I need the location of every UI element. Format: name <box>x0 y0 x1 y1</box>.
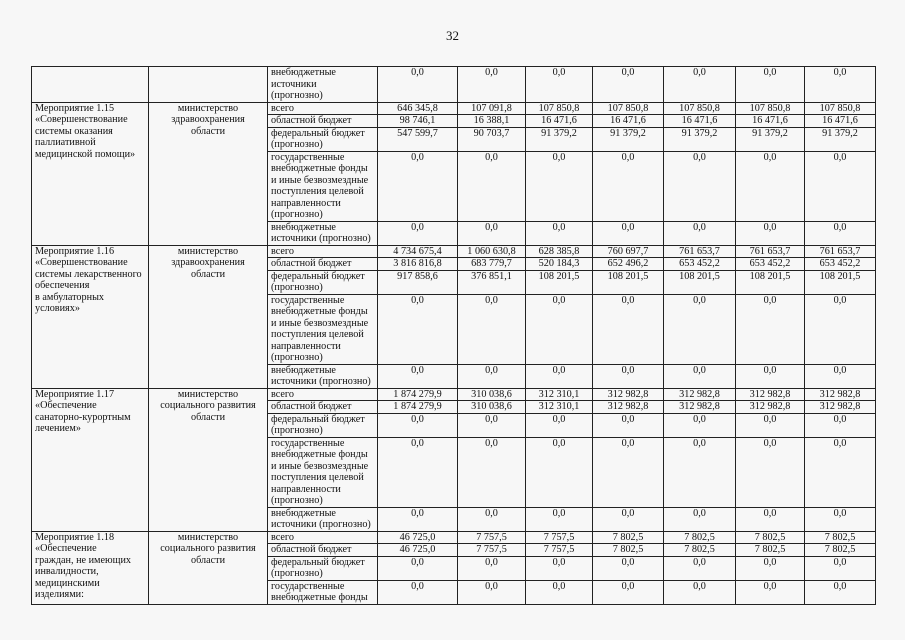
year-value-cell: 0,0 <box>736 364 805 388</box>
year-value-cell: 91 379,2 <box>526 127 593 151</box>
page-number: 32 <box>446 28 459 43</box>
table-row <box>32 102 876 115</box>
total-value-cell: 46 725,0 <box>378 544 458 557</box>
year-value-cell: 0,0 <box>805 221 876 245</box>
year-value-cell: 0,0 <box>593 413 664 437</box>
funding-source-cell: федеральный бюджет (прогнозно) <box>268 413 378 437</box>
funding-source-cell: всего <box>268 531 378 544</box>
year-value-cell: 108 201,5 <box>593 270 664 294</box>
funding-source-cell: государственные внебюджетные фонды и иные безвозмездные поступления целевой направленности (прогнозно) <box>268 437 378 507</box>
year-value-cell: 0,0 <box>526 556 593 580</box>
year-value-cell: 0,0 <box>526 151 593 221</box>
event-name-cell: Мероприятие 1.16 «Совершенствование системы лекарственного обеспечения в амбулаторных условиях» <box>32 245 149 388</box>
year-value-cell: 760 697,7 <box>593 245 664 258</box>
year-value-cell: 0,0 <box>593 294 664 364</box>
year-value-cell: 0,0 <box>805 580 876 604</box>
funding-source-cell: государственные внебюджетные фонды и иные безвозмездные поступления целевой направленности (прогнозно) <box>268 151 378 221</box>
total-value-cell: 0,0 <box>378 413 458 437</box>
year-value-cell: 0,0 <box>736 556 805 580</box>
year-value-cell: 0,0 <box>664 507 736 531</box>
total-value-cell: 917 858,6 <box>378 270 458 294</box>
year-value-cell: 683 779,7 <box>458 258 526 271</box>
funding-source-cell: внебюджетные источники (прогнозно) <box>268 221 378 245</box>
year-value-cell: 0,0 <box>736 413 805 437</box>
total-value-cell: 0,0 <box>378 221 458 245</box>
funding-source-cell: федеральный бюджет (прогнозно) <box>268 556 378 580</box>
year-value-cell: 0,0 <box>805 67 876 103</box>
year-value-cell: 0,0 <box>458 364 526 388</box>
year-value-cell: 376 851,1 <box>458 270 526 294</box>
year-value-cell: 312 982,8 <box>805 388 876 401</box>
total-value-cell: 0,0 <box>378 294 458 364</box>
year-value-cell: 653 452,2 <box>664 258 736 271</box>
year-value-cell: 91 379,2 <box>593 127 664 151</box>
year-value-cell: 0,0 <box>526 413 593 437</box>
table-row <box>32 245 876 258</box>
year-value-cell: 108 201,5 <box>736 270 805 294</box>
year-value-cell: 7 802,5 <box>736 544 805 557</box>
year-value-cell: 107 850,8 <box>526 102 593 115</box>
year-value-cell: 7 757,5 <box>526 544 593 557</box>
year-value-cell: 0,0 <box>805 556 876 580</box>
year-value-cell: 0,0 <box>526 580 593 604</box>
total-value-cell: 98 746,1 <box>378 115 458 128</box>
year-value-cell: 16 471,6 <box>664 115 736 128</box>
year-value-cell: 0,0 <box>458 437 526 507</box>
executor-cell: министерство здравоохранения области <box>149 102 268 245</box>
year-value-cell: 7 802,5 <box>593 531 664 544</box>
year-value-cell: 107 850,8 <box>593 102 664 115</box>
event-name-cell: Мероприятие 1.18 «Обеспечение граждан, не имеющих инвалидности, медицинскими изделиями: <box>32 531 149 604</box>
year-value-cell: 312 982,8 <box>805 401 876 414</box>
funding-source-cell: областной бюджет <box>268 401 378 414</box>
year-value-cell: 0,0 <box>458 413 526 437</box>
year-value-cell: 0,0 <box>736 151 805 221</box>
year-value-cell: 0,0 <box>593 151 664 221</box>
budget-table <box>31 66 876 605</box>
year-value-cell: 0,0 <box>805 364 876 388</box>
total-value-cell: 1 874 279,9 <box>378 401 458 414</box>
event-name-cell <box>32 67 149 103</box>
total-value-cell: 4 734 675,4 <box>378 245 458 258</box>
year-value-cell: 0,0 <box>736 580 805 604</box>
year-value-cell: 0,0 <box>664 437 736 507</box>
year-value-cell: 0,0 <box>593 437 664 507</box>
year-value-cell: 7 757,5 <box>526 531 593 544</box>
funding-source-cell: областной бюджет <box>268 115 378 128</box>
year-value-cell: 107 850,8 <box>664 102 736 115</box>
executor-cell: министерство социального развития области <box>149 531 268 604</box>
year-value-cell: 107 091,8 <box>458 102 526 115</box>
year-value-cell: 16 471,6 <box>526 115 593 128</box>
year-value-cell: 761 653,7 <box>805 245 876 258</box>
year-value-cell: 91 379,2 <box>736 127 805 151</box>
year-value-cell: 0,0 <box>458 67 526 103</box>
year-value-cell: 16 471,6 <box>805 115 876 128</box>
year-value-cell: 108 201,5 <box>805 270 876 294</box>
year-value-cell: 653 452,2 <box>805 258 876 271</box>
year-value-cell: 312 310,1 <box>526 388 593 401</box>
table-row <box>32 388 876 401</box>
executor-cell: министерство социального развития области <box>149 388 268 531</box>
year-value-cell: 0,0 <box>736 294 805 364</box>
year-value-cell: 312 982,8 <box>736 401 805 414</box>
year-value-cell: 653 452,2 <box>736 258 805 271</box>
year-value-cell: 16 471,6 <box>736 115 805 128</box>
funding-source-cell: государственные внебюджетные фонды и иные безвозмездные поступления целевой направленности (прогнозно) <box>268 294 378 364</box>
total-value-cell: 46 725,0 <box>378 531 458 544</box>
year-value-cell: 761 653,7 <box>664 245 736 258</box>
year-value-cell: 0,0 <box>736 221 805 245</box>
event-name-cell: Мероприятие 1.15 «Совершенствование системы оказания паллиативной медицинской помощи» <box>32 102 149 245</box>
year-value-cell: 0,0 <box>805 151 876 221</box>
year-value-cell: 312 310,1 <box>526 401 593 414</box>
year-value-cell: 0,0 <box>736 507 805 531</box>
year-value-cell: 0,0 <box>664 294 736 364</box>
year-value-cell: 761 653,7 <box>736 245 805 258</box>
funding-source-cell: всего <box>268 388 378 401</box>
funding-source-cell: всего <box>268 245 378 258</box>
year-value-cell: 312 982,8 <box>736 388 805 401</box>
funding-source-cell: внебюджетные источники (прогнозно) <box>268 67 378 103</box>
executor-cell: министерство здравоохранения области <box>149 245 268 388</box>
year-value-cell: 312 982,8 <box>593 388 664 401</box>
total-value-cell: 547 599,7 <box>378 127 458 151</box>
year-value-cell: 91 379,2 <box>664 127 736 151</box>
year-value-cell: 7 802,5 <box>664 531 736 544</box>
total-value-cell: 0,0 <box>378 556 458 580</box>
year-value-cell: 0,0 <box>664 580 736 604</box>
year-value-cell: 0,0 <box>593 364 664 388</box>
year-value-cell: 7 802,5 <box>805 544 876 557</box>
year-value-cell: 0,0 <box>593 580 664 604</box>
year-value-cell: 1 060 630,8 <box>458 245 526 258</box>
year-value-cell: 0,0 <box>526 221 593 245</box>
year-value-cell: 107 850,8 <box>736 102 805 115</box>
year-value-cell: 0,0 <box>526 437 593 507</box>
total-value-cell: 1 874 279,9 <box>378 388 458 401</box>
total-value-cell: 0,0 <box>378 151 458 221</box>
year-value-cell: 0,0 <box>736 437 805 507</box>
year-value-cell: 107 850,8 <box>805 102 876 115</box>
year-value-cell: 0,0 <box>664 556 736 580</box>
year-value-cell: 0,0 <box>458 221 526 245</box>
total-value-cell: 0,0 <box>378 580 458 604</box>
year-value-cell: 108 201,5 <box>526 270 593 294</box>
total-value-cell: 646 345,8 <box>378 102 458 115</box>
year-value-cell: 0,0 <box>805 413 876 437</box>
year-value-cell: 0,0 <box>526 67 593 103</box>
year-value-cell: 0,0 <box>664 413 736 437</box>
year-value-cell: 0,0 <box>664 67 736 103</box>
year-value-cell: 312 982,8 <box>664 401 736 414</box>
table-row <box>32 67 876 103</box>
year-value-cell: 7 802,5 <box>664 544 736 557</box>
year-value-cell: 0,0 <box>805 437 876 507</box>
year-value-cell: 7 802,5 <box>805 531 876 544</box>
year-value-cell: 91 379,2 <box>805 127 876 151</box>
total-value-cell: 3 816 816,8 <box>378 258 458 271</box>
year-value-cell: 0,0 <box>458 507 526 531</box>
year-value-cell: 0,0 <box>526 507 593 531</box>
funding-source-cell: федеральный бюджет (прогнозно) <box>268 127 378 151</box>
year-value-cell: 0,0 <box>458 294 526 364</box>
year-value-cell: 520 184,3 <box>526 258 593 271</box>
total-value-cell: 0,0 <box>378 364 458 388</box>
funding-source-cell: внебюджетные источники (прогнозно) <box>268 364 378 388</box>
year-value-cell: 0,0 <box>526 364 593 388</box>
year-value-cell: 0,0 <box>736 67 805 103</box>
event-name-cell: Мероприятие 1.17 «Обеспечение санаторно-курортным лечением» <box>32 388 149 531</box>
year-value-cell: 16 471,6 <box>593 115 664 128</box>
year-value-cell: 7 757,5 <box>458 544 526 557</box>
year-value-cell: 0,0 <box>805 294 876 364</box>
year-value-cell: 7 802,5 <box>736 531 805 544</box>
year-value-cell: 7 757,5 <box>458 531 526 544</box>
year-value-cell: 652 496,2 <box>593 258 664 271</box>
year-value-cell: 0,0 <box>458 151 526 221</box>
year-value-cell: 0,0 <box>664 364 736 388</box>
year-value-cell: 310 038,6 <box>458 401 526 414</box>
year-value-cell: 0,0 <box>664 221 736 245</box>
year-value-cell: 0,0 <box>458 580 526 604</box>
total-value-cell: 0,0 <box>378 437 458 507</box>
year-value-cell: 0,0 <box>805 507 876 531</box>
year-value-cell: 0,0 <box>593 221 664 245</box>
year-value-cell: 0,0 <box>593 556 664 580</box>
year-value-cell: 0,0 <box>593 507 664 531</box>
executor-cell <box>149 67 268 103</box>
year-value-cell: 312 982,8 <box>593 401 664 414</box>
year-value-cell: 0,0 <box>664 151 736 221</box>
funding-source-cell: внебюджетные источники (прогнозно) <box>268 507 378 531</box>
table-row <box>32 531 876 544</box>
year-value-cell: 312 982,8 <box>664 388 736 401</box>
year-value-cell: 0,0 <box>526 294 593 364</box>
funding-source-cell: всего <box>268 102 378 115</box>
year-value-cell: 108 201,5 <box>664 270 736 294</box>
total-value-cell: 0,0 <box>378 507 458 531</box>
year-value-cell: 628 385,8 <box>526 245 593 258</box>
funding-source-cell: государственные внебюджетные фонды <box>268 580 378 604</box>
year-value-cell: 0,0 <box>458 556 526 580</box>
year-value-cell: 7 802,5 <box>593 544 664 557</box>
year-value-cell: 16 388,1 <box>458 115 526 128</box>
funding-source-cell: федеральный бюджет (прогнозно) <box>268 270 378 294</box>
funding-source-cell: областной бюджет <box>268 544 378 557</box>
year-value-cell: 310 038,6 <box>458 388 526 401</box>
funding-source-cell: областной бюджет <box>268 258 378 271</box>
total-value-cell: 0,0 <box>378 67 458 103</box>
year-value-cell: 0,0 <box>593 67 664 103</box>
year-value-cell: 90 703,7 <box>458 127 526 151</box>
